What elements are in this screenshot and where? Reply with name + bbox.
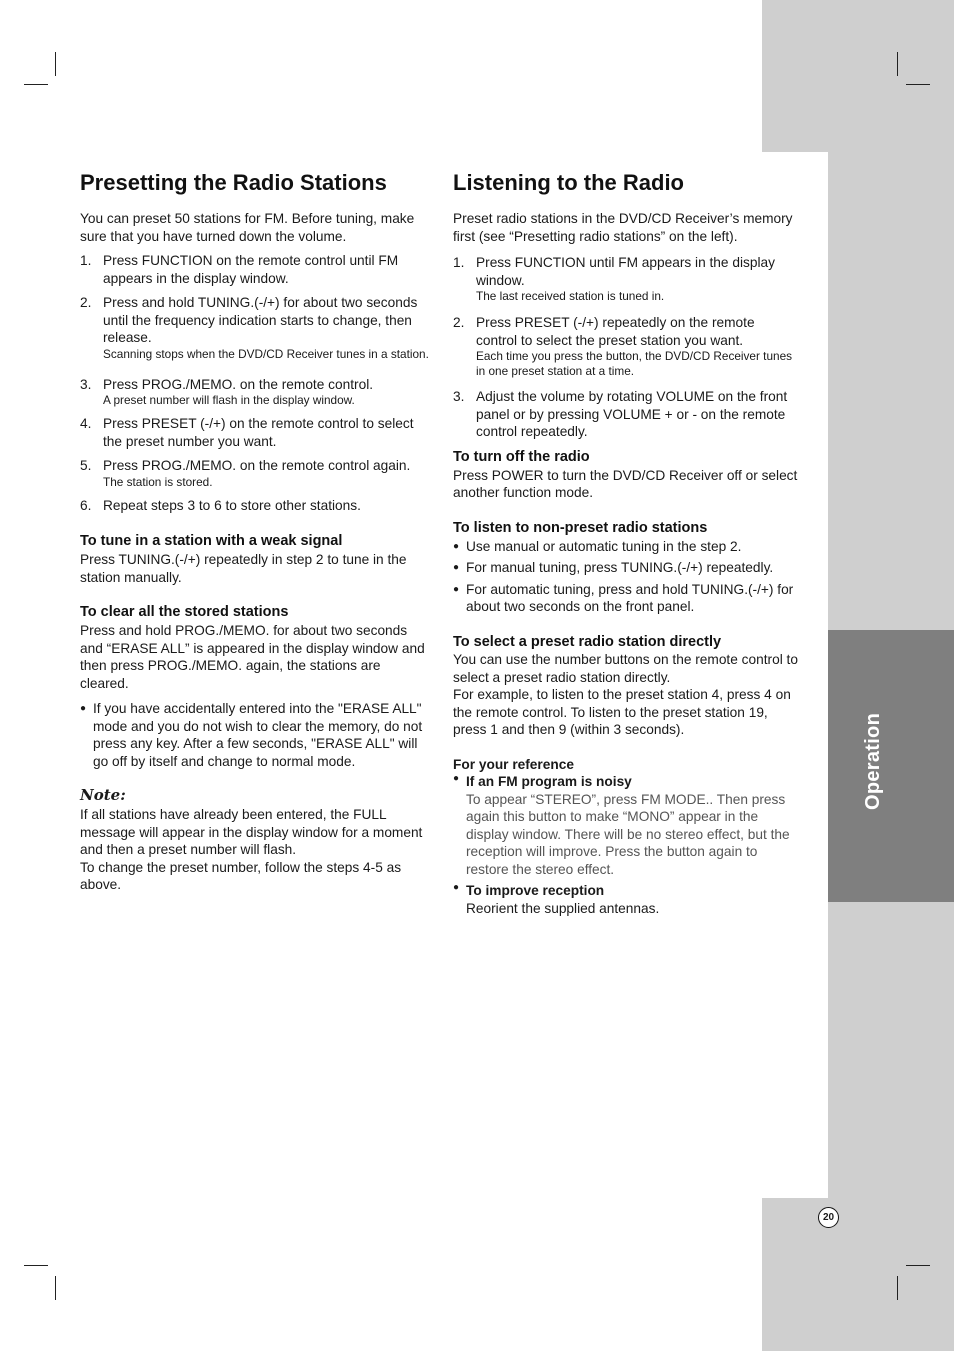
note-title: Note: bbox=[80, 786, 126, 805]
step-text: Press PRESET (-/+) on the remote control to select the preset number you want. bbox=[103, 416, 414, 449]
right-column bbox=[453, 170, 798, 917]
left-column bbox=[80, 170, 432, 894]
weak-signal-heading: To tune in a station with a weak signal bbox=[80, 533, 343, 550]
bullet-dot-icon: ● bbox=[453, 583, 460, 595]
step-subtext: The station is stored. bbox=[103, 474, 213, 489]
turn-off-heading: To turn off the radio bbox=[453, 448, 590, 465]
step-item bbox=[80, 457, 432, 490]
crop-mark bbox=[24, 1265, 48, 1266]
bullet-dot-icon: ● bbox=[453, 562, 460, 574]
step-item bbox=[80, 252, 432, 287]
step-number: 1. bbox=[453, 255, 465, 271]
step-item bbox=[80, 376, 432, 409]
non-preset-heading: To listen to non-preset radio stations bbox=[453, 519, 708, 536]
clear-bullets bbox=[80, 700, 432, 770]
step-text: Press FUNCTION on the remote control until FM appears in the display window. bbox=[103, 253, 399, 286]
listening-steps bbox=[453, 254, 798, 441]
crop-mark bbox=[55, 1276, 56, 1300]
weak-signal-text: Press TUNING.(-/+) repeatedly in step 2 to tune in the station manually. bbox=[80, 552, 407, 585]
step-text: Adjust the volume by rotating VOLUME on the front panel or by pressing VOLUME + or - on the remote control repeatedly. bbox=[476, 389, 788, 440]
note-text: If all stations have already been entered, the FULL message will appear in the display window for a moment and then a preset number will flash. bbox=[80, 807, 423, 858]
step-text: Repeat steps 3 to 6 to store other stations. bbox=[103, 497, 361, 513]
note-text: To change the preset number, follow the steps 4-5 as above. bbox=[80, 859, 402, 893]
direct-select-example: For example, to listen to the preset station 4, press 4 on the remote control. To listen to the preset station 19, press 1 and then 9 (within 3 seconds). bbox=[453, 687, 791, 738]
step-number: 3. bbox=[80, 376, 92, 392]
step-number: 2. bbox=[80, 295, 92, 311]
step-item bbox=[80, 497, 432, 515]
bullet-item bbox=[453, 559, 798, 577]
direct-select-heading: To select a preset radio station directly bbox=[453, 633, 722, 650]
bullet-dot-icon: ● bbox=[80, 703, 87, 715]
step-item bbox=[453, 388, 798, 441]
section-title: Presetting the Radio Stations bbox=[80, 170, 387, 195]
section-tab bbox=[828, 630, 954, 902]
crop-mark bbox=[897, 52, 898, 76]
reference-item-title: If an FM program is noisy bbox=[466, 774, 632, 790]
direct-select-text: You can use the number buttons on the remote control to select a preset radio station directly. bbox=[453, 652, 798, 685]
bullet-dot-icon: ● bbox=[453, 773, 460, 785]
intro-paragraph: You can preset 50 stations for FM. Before tuning, make sure that you have turned down the volume. bbox=[80, 211, 415, 244]
section-tab-label: Operation bbox=[862, 712, 884, 810]
step-item bbox=[453, 254, 798, 304]
step-item bbox=[453, 314, 798, 379]
crop-mark bbox=[906, 84, 930, 85]
turn-off-text: Press POWER to turn the DVD/CD Receiver off or select another function mode. bbox=[453, 467, 798, 501]
clear-stations-heading: To clear all the stored stations bbox=[80, 604, 289, 621]
reference-item bbox=[453, 773, 798, 878]
step-number: 4. bbox=[80, 416, 92, 432]
bullet-text: Use manual or automatic tuning in the step 2. bbox=[466, 538, 742, 554]
step-text: Press and hold TUNING.(-/+) for about two seconds until the frequency indication starts to change, then release. bbox=[103, 295, 418, 346]
reference-heading: For your reference bbox=[453, 756, 574, 772]
step-number: 6. bbox=[80, 497, 92, 513]
step-item bbox=[80, 415, 432, 450]
step-number: 2. bbox=[453, 315, 465, 331]
step-subtext: Scanning stops when the DVD/CD Receiver tunes in a station. bbox=[103, 346, 429, 361]
step-number: 5. bbox=[80, 458, 92, 474]
step-subtext: A preset number will flash in the display window. bbox=[103, 393, 355, 408]
bullet-dot-icon: ● bbox=[453, 882, 460, 894]
step-number: 3. bbox=[453, 389, 465, 405]
page-number: 20 bbox=[818, 1207, 839, 1228]
bullet-dot-icon: ● bbox=[453, 540, 460, 552]
step-text: Press PRESET (-/+) repeatedly on the remote control to select the preset station you want. bbox=[476, 315, 755, 348]
bullet-text: If you have accidentally entered into the "ERASE ALL" mode and you do not wish to clear the memory, do not press any key. After a few seconds, "ERASE ALL" will go off by itself and change to normal mode. bbox=[93, 701, 423, 769]
clear-stations-text: Press and hold PROG./MEMO. for about two seconds and “ERASE ALL” is appeared in the display window and then press PROG./MEMO. again, the stations are cleared. bbox=[80, 623, 425, 691]
bullet-text: For manual tuning, press TUNING.(-/+) repeatedly. bbox=[466, 560, 774, 576]
bullet-item bbox=[453, 538, 798, 556]
crop-mark bbox=[24, 84, 48, 85]
crop-mark bbox=[906, 1265, 930, 1266]
non-preset-bullets bbox=[453, 538, 798, 616]
reference-item bbox=[453, 882, 798, 917]
margin-band-top bbox=[762, 0, 954, 152]
crop-mark bbox=[55, 52, 56, 76]
step-subtext: Each time you press the button, the DVD/CD Receiver tunes in one preset station at a time. bbox=[476, 349, 793, 379]
step-subtext: The last received station is tuned in. bbox=[476, 289, 665, 304]
bullet-item bbox=[80, 700, 432, 770]
step-number: 1. bbox=[80, 253, 92, 269]
intro-paragraph: Preset radio stations in the DVD/CD Receiver’s memory first (see “Presetting radio stations” on the left). bbox=[453, 211, 793, 244]
step-text: Press PROG./MEMO. on the remote control. bbox=[103, 376, 374, 392]
bullet-text: For automatic tuning, press and hold TUNING.(-/+) for about two seconds on the front panel. bbox=[466, 581, 794, 615]
step-item bbox=[80, 294, 432, 362]
bullet-item bbox=[453, 581, 798, 616]
step-text: Press FUNCTION until FM appears in the display window. bbox=[476, 255, 775, 288]
crop-mark bbox=[897, 1276, 898, 1300]
step-text: Press PROG./MEMO. on the remote control again. bbox=[103, 458, 411, 474]
reference-item-text: To appear “STEREO”, press FM MODE.. Then press again this button to make “MONO” appear in the display window. There will be no stereo effect, but the reception will improve. Press the button again to restore the stereo effect. bbox=[466, 791, 790, 877]
preset-steps bbox=[80, 252, 432, 514]
reference-item-title: To improve reception bbox=[466, 883, 605, 899]
section-title: Listening to the Radio bbox=[453, 170, 684, 195]
margin-band-bottom bbox=[762, 1198, 954, 1351]
reference-item-text: Reorient the supplied antennas. bbox=[466, 900, 660, 916]
